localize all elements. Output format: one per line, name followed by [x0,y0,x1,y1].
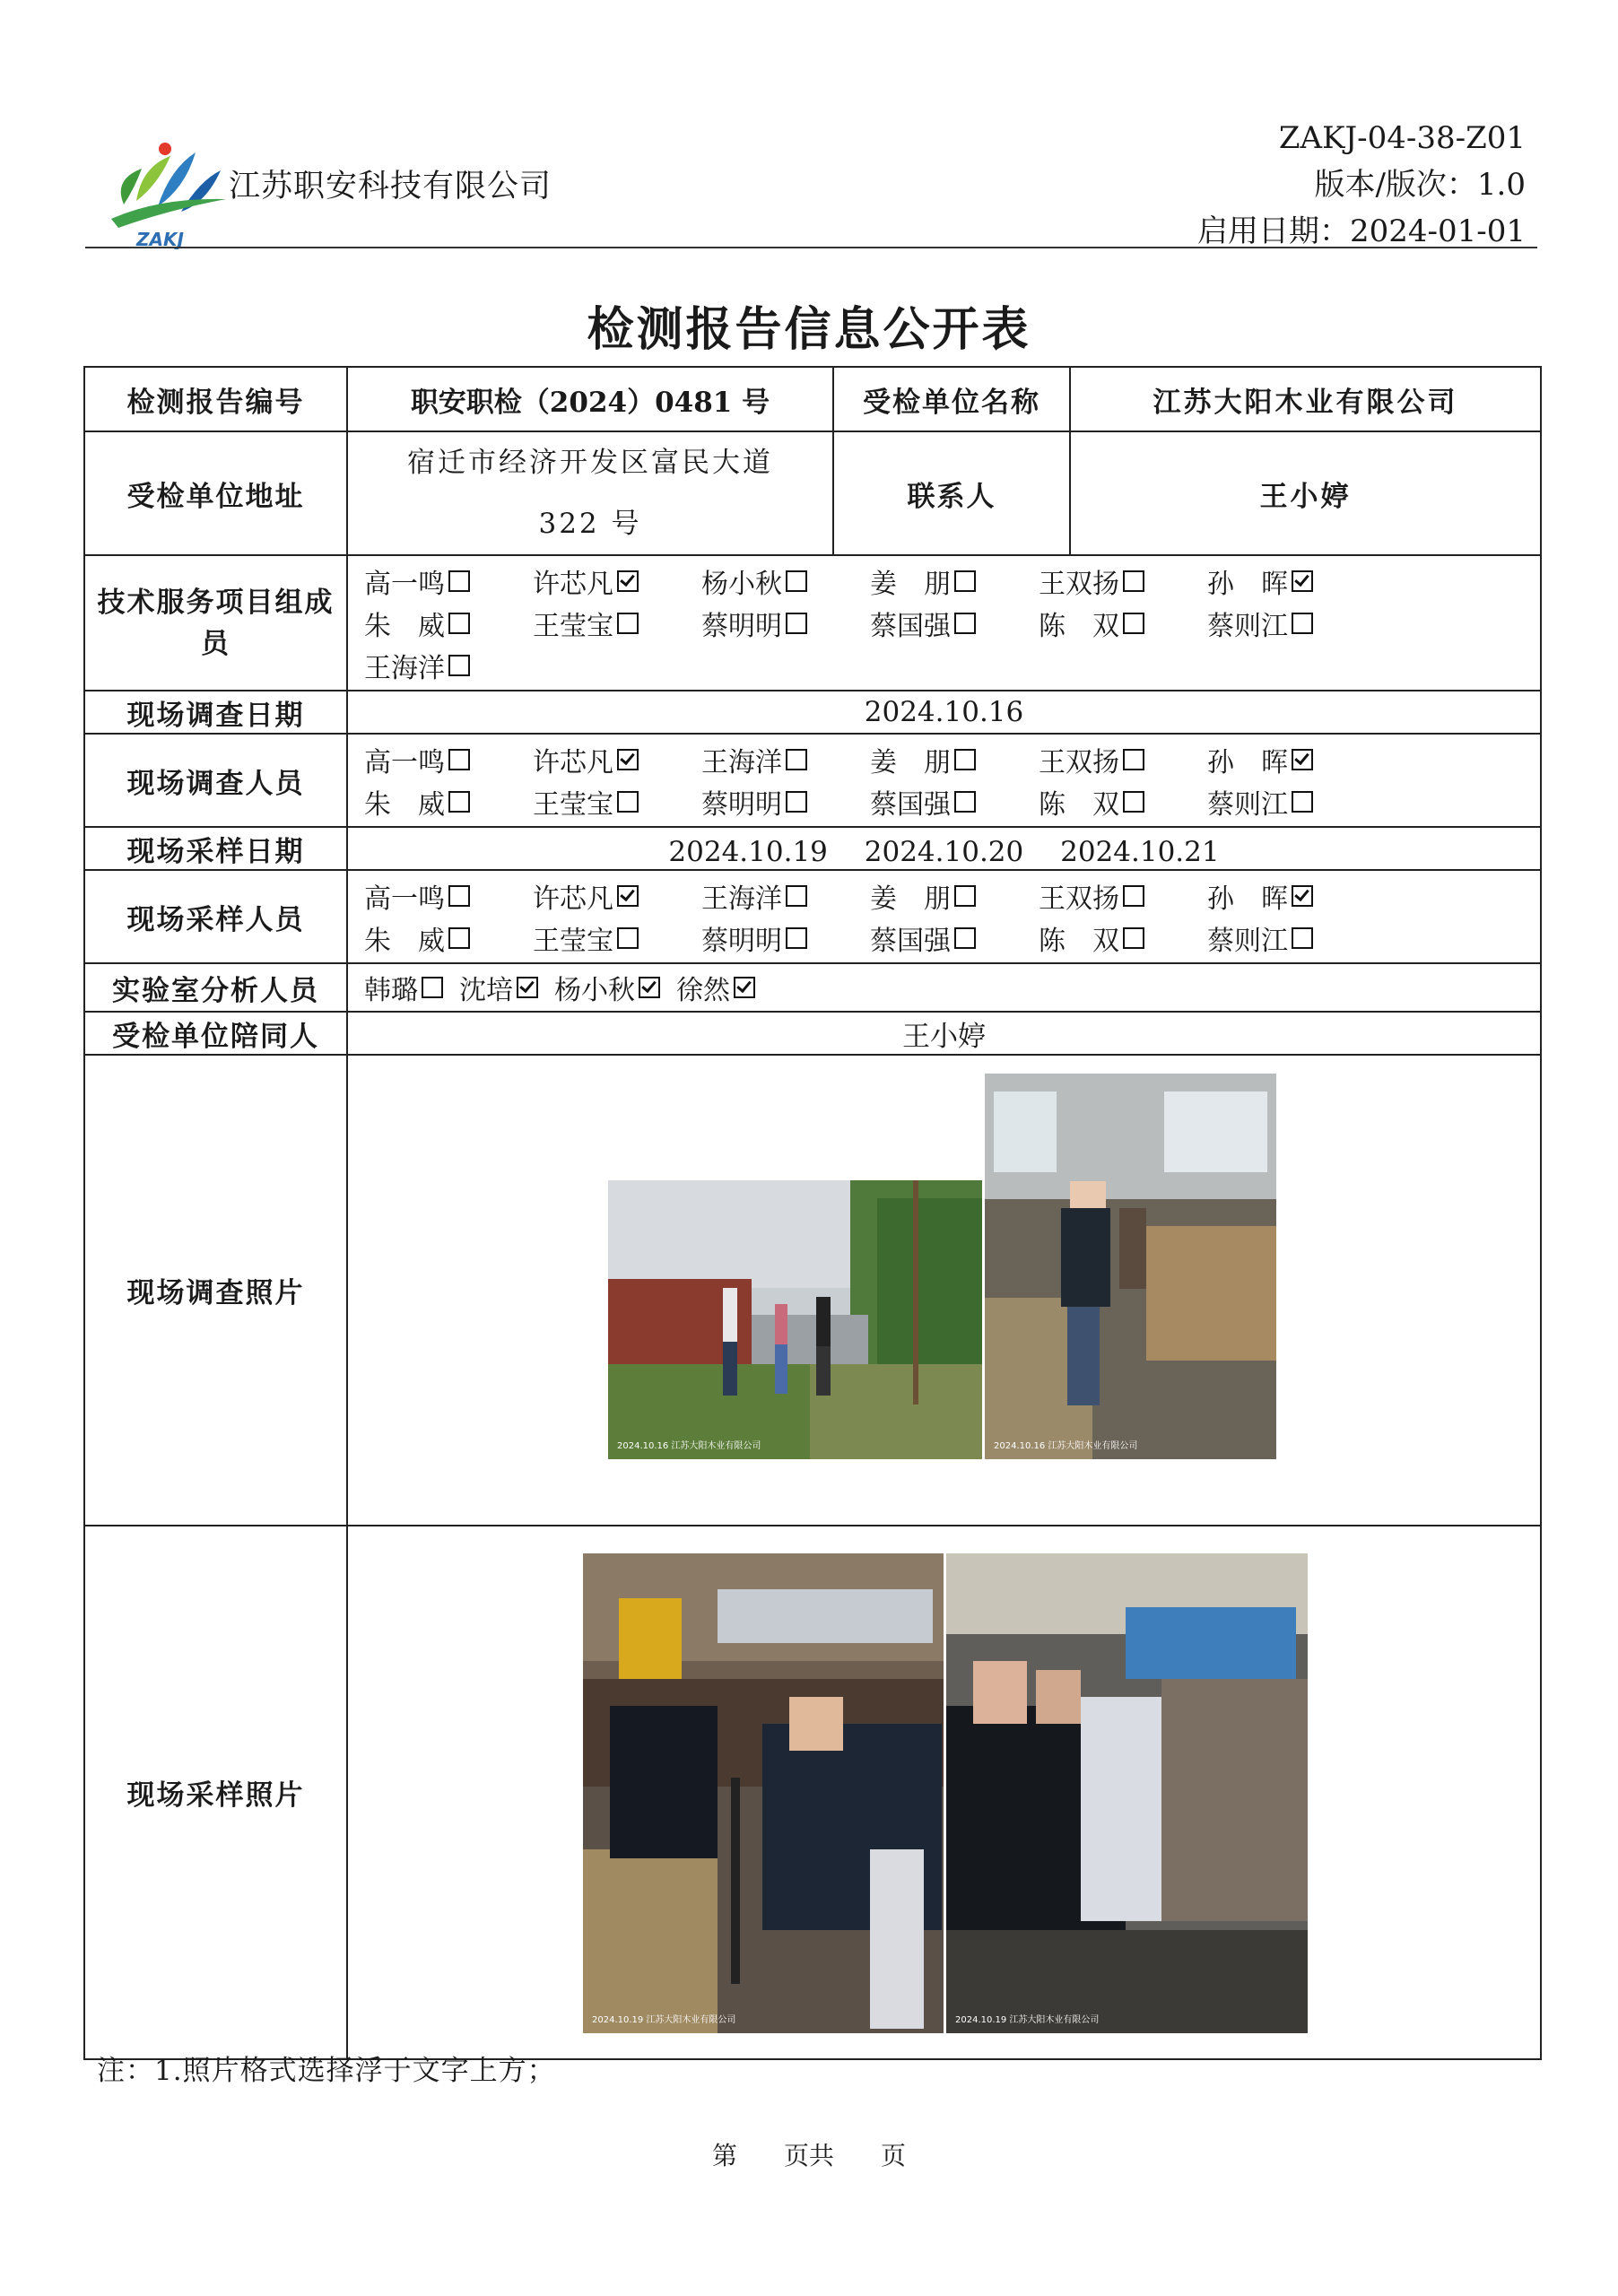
sampling-photo-label: 现场采样照片 [84,1526,347,2059]
staff-name: 蔡国强 [870,925,951,957]
staff-name: 蔡国强 [870,788,951,821]
unchecked-box-icon[interactable] [1123,613,1144,634]
checked-box-icon[interactable] [1292,885,1313,907]
staff-entry [701,561,870,601]
page-footer [0,2136,1618,2172]
unchecked-box-icon[interactable] [448,885,470,907]
staff-name: 蔡国强 [870,610,951,642]
staff-name: 杨小秋 [554,975,635,1006]
sampling-staff-label: 现场采样人员 [84,870,347,963]
footer-di: 第 [711,2141,737,2170]
staff-entry [1207,782,1376,822]
sampling-photo-2-stamp: 2024.10.19 江苏大阳木业有限公司 [955,2015,1100,2025]
staff-name: 蔡则江 [1207,788,1288,821]
sampling-staff [347,870,1541,963]
staff-name: 孙 晖 [1207,568,1288,600]
staff-entry [459,968,538,1007]
contact-label: 联系人 [833,431,1070,555]
sampling-photo-1 [583,1553,944,2033]
report-no-value: 职安职检（2024）0481 号 [347,367,833,431]
staff-entry [1039,782,1207,822]
staff-entry [364,782,533,822]
staff-name: 高一鸣 [364,746,445,778]
staff-row [364,874,1540,917]
survey-photo-2 [985,1074,1276,1459]
staff-entry [676,968,755,1007]
staff-entry [364,646,533,685]
unchecked-box-icon[interactable] [1123,570,1144,592]
team-members [347,555,1541,691]
checked-box-icon[interactable] [1292,570,1313,592]
survey-photo-1-stamp: 2024.10.16 江苏大阳木业有限公司 [617,1441,761,1451]
staff-name: 王海洋 [364,652,445,684]
staff-entry [1039,876,1207,916]
staff-entry [533,561,701,601]
effective-date: 启用日期：2024-01-01 [1196,213,1526,249]
staff-name: 许芯凡 [533,883,613,915]
checked-box-icon[interactable] [617,749,639,770]
staff-name: 陈 双 [1039,925,1119,957]
staff-entry [1039,918,1207,958]
unit-name-value: 江苏大阳木业有限公司 [1070,367,1541,431]
unchecked-box-icon[interactable] [1292,613,1313,634]
unchecked-box-icon[interactable] [954,613,976,634]
footnote: 注：1.照片格式选择浮于文字上方； [97,2055,556,2087]
survey-date-label: 现场调查日期 [84,691,347,734]
unchecked-box-icon[interactable] [617,927,639,949]
staff-name: 朱 威 [364,610,445,642]
survey-staff-label: 现场调查人员 [84,734,347,827]
staff-entry [870,561,1039,601]
staff-name: 陈 双 [1039,788,1119,821]
unchecked-box-icon[interactable] [1292,791,1313,813]
staff-name: 蔡明明 [701,610,782,642]
unchecked-box-icon[interactable] [617,613,639,634]
staff-row [364,917,1540,959]
staff-name: 王莹宝 [533,610,613,642]
checked-box-icon[interactable] [617,570,639,592]
checked-box-icon[interactable] [639,977,660,998]
staff-entry [1207,604,1376,643]
staff-entry [533,740,701,779]
escort-label: 受检单位陪同人 [84,1012,347,1055]
staff-name: 王海洋 [701,746,782,778]
staff-entry [1039,740,1207,779]
unchecked-box-icon[interactable] [448,613,470,634]
survey-photo-1 [608,1180,982,1459]
staff-name: 姜 朋 [870,568,951,600]
staff-name: 蔡明明 [701,925,782,957]
address-value [347,431,833,555]
staff-name: 王双扬 [1039,746,1119,778]
unchecked-box-icon[interactable] [954,885,976,907]
lab-staff-row [364,968,1540,1007]
unchecked-box-icon[interactable] [786,613,807,634]
staff-entry [533,876,701,916]
company-logo [106,135,231,249]
unchecked-box-icon[interactable] [1123,791,1144,813]
staff-name: 朱 威 [364,925,445,957]
staff-row [364,602,1540,644]
unchecked-box-icon[interactable] [448,655,470,676]
staff-entry [1207,740,1376,779]
staff-name: 陈 双 [1039,610,1119,642]
staff-name: 蔡则江 [1207,925,1288,957]
staff-name: 许芯凡 [533,746,613,778]
staff-entry [870,782,1039,822]
staff-entry [870,876,1039,916]
staff-entry [364,918,533,958]
staff-name: 王双扬 [1039,883,1119,915]
doc-code: ZAKJ-04-38-Z01 [1278,120,1526,156]
staff-row [364,644,1540,686]
address-line-1: 宿迁市经济开发区富民大道 [407,447,773,479]
checked-box-icon[interactable] [517,977,538,998]
doc-version: 版本/版次：1.0 [1314,167,1526,203]
staff-entry [533,918,701,958]
survey-photo-2-stamp: 2024.10.16 江苏大阳木业有限公司 [994,1441,1138,1451]
sampling-photos [347,1526,1541,2059]
unchecked-box-icon[interactable] [954,749,976,770]
staff-entry [701,740,870,779]
staff-entry [364,740,533,779]
staff-name: 孙 晖 [1207,746,1288,778]
staff-entry [1207,561,1376,601]
address-label: 受检单位地址 [84,431,347,555]
staff-name: 王双扬 [1039,568,1119,600]
staff-row [364,738,1540,780]
checked-box-icon[interactable] [1292,749,1313,770]
staff-name: 姜 朋 [870,883,951,915]
unchecked-box-icon[interactable] [954,791,976,813]
staff-name: 王莹宝 [533,788,613,821]
footer-ye: 页 [881,2141,907,2170]
survey-photo-2-image [985,1074,1276,1459]
unchecked-box-icon[interactable] [954,927,976,949]
staff-entry [870,604,1039,643]
escort-value: 王小婷 [347,1012,1541,1055]
unchecked-box-icon[interactable] [786,927,807,949]
sampling-date-label: 现场采样日期 [84,827,347,870]
unchecked-box-icon[interactable] [1123,927,1144,949]
page-title: 检测报告信息公开表 [587,302,1031,357]
survey-photo-label: 现场调查照片 [84,1055,347,1526]
staff-entry [364,876,533,916]
company-name: 江苏职安科技有限公司 [229,169,552,204]
staff-entry [533,604,701,643]
staff-name: 姜 朋 [870,746,951,778]
survey-date-value: 2024.10.16 [347,691,1541,734]
staff-row [364,780,1540,822]
unchecked-box-icon[interactable] [448,570,470,592]
header-divider [85,247,1537,248]
staff-entry [1039,604,1207,643]
unchecked-box-icon[interactable] [786,885,807,907]
checked-box-icon[interactable] [617,885,639,907]
sampling-photo-1-stamp: 2024.10.19 江苏大阳木业有限公司 [592,2015,736,2025]
staff-entry [364,968,443,1007]
checked-box-icon[interactable] [734,977,755,998]
staff-name: 杨小秋 [701,568,782,600]
staff-name: 高一鸣 [364,568,445,600]
staff-entry [364,561,533,601]
unchecked-box-icon[interactable] [422,977,443,998]
unchecked-box-icon[interactable] [448,749,470,770]
staff-entry [701,782,870,822]
logo-text: ZAKJ [136,229,184,249]
unchecked-box-icon[interactable] [954,570,976,592]
staff-entry [701,604,870,643]
staff-entry [701,918,870,958]
staff-entry [1207,918,1376,958]
staff-name: 王海洋 [701,883,782,915]
unchecked-box-icon[interactable] [448,927,470,949]
staff-entry [533,782,701,822]
staff-name: 蔡则江 [1207,610,1288,642]
staff-entry [554,968,660,1007]
address-line-2: 322 号 [538,508,642,540]
staff-name: 韩璐 [364,975,418,1006]
survey-photos [347,1055,1541,1526]
staff-name: 朱 威 [364,788,445,821]
sampling-date-value: 2024.10.19 2024.10.20 2024.10.21 [347,827,1541,870]
staff-name: 高一鸣 [364,883,445,915]
staff-entry [701,876,870,916]
staff-entry [870,740,1039,779]
unchecked-box-icon[interactable] [617,791,639,813]
unit-name-label: 受检单位名称 [833,367,1070,431]
contact-value: 王小婷 [1070,431,1541,555]
staff-name: 许芯凡 [533,568,613,600]
sampling-photo-2-image [946,1553,1308,2033]
report-info-table [83,366,1542,2060]
sampling-photo-2 [946,1553,1308,2033]
team-label: 技术服务项目组成员 [84,555,347,691]
staff-name: 王莹宝 [533,925,613,957]
staff-name: 沈培 [459,975,513,1006]
document-meta [1197,115,1526,255]
unchecked-box-icon[interactable] [786,791,807,813]
footer-page-total: 页共 [783,2141,834,2170]
unchecked-box-icon[interactable] [786,570,807,592]
report-no-label: 检测报告编号 [84,367,347,431]
unchecked-box-icon[interactable] [1292,927,1313,949]
staff-name: 孙 晖 [1207,883,1288,915]
unchecked-box-icon[interactable] [448,791,470,813]
staff-entry [364,604,533,643]
staff-entry [1039,561,1207,601]
lab-staff-label: 实验室分析人员 [84,963,347,1012]
unchecked-box-icon[interactable] [1123,749,1144,770]
survey-photo-1-image [608,1180,982,1459]
unchecked-box-icon[interactable] [786,749,807,770]
survey-staff [347,734,1541,827]
staff-entry [870,918,1039,958]
staff-entry [1207,876,1376,916]
unchecked-box-icon[interactable] [1123,885,1144,907]
staff-name: 徐然 [676,975,730,1006]
sampling-photo-1-image [583,1553,944,2033]
lab-staff [347,963,1541,1012]
staff-row [364,560,1540,602]
staff-name: 蔡明明 [701,788,782,821]
